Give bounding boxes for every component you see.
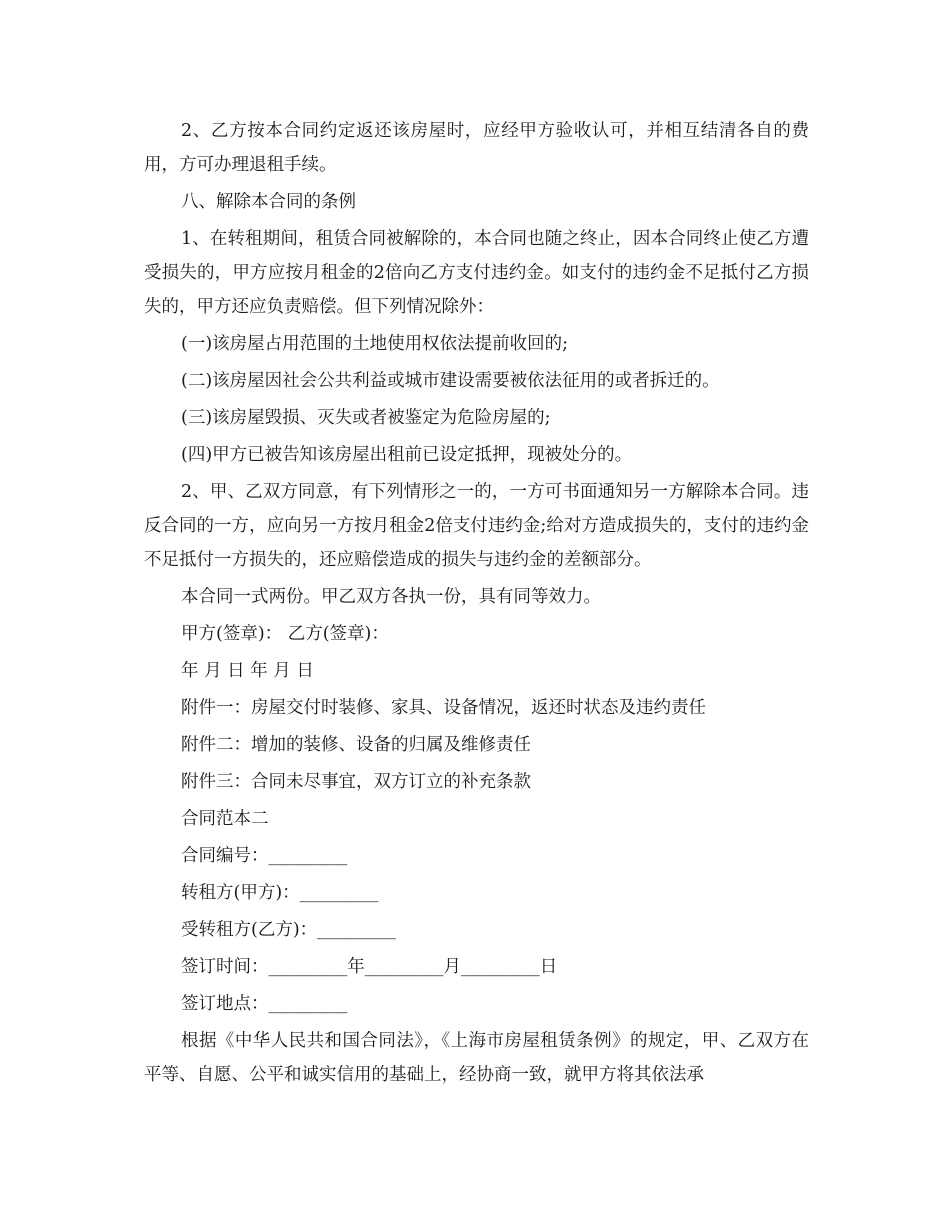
preamble-paragraph: 根据《中华人民共和国合同法》，《上海市房屋租赁条例》的规定，甲、乙双方在平等、自愿、公平和诚实信用的基础上，经协商一致，就甲方将其依法承 [144, 1031, 809, 1085]
sublessor-field: 转租方(甲方)：_________ [181, 883, 379, 903]
date-line: 年 月 日 年 月 日 [181, 661, 314, 681]
clause-return-house: 2、乙方按本合同约定返还该房屋时，应经甲方验收认可，并相互结清各自的费用，方可办理退租手续。 [144, 121, 809, 175]
copies-statement: 本合同一式两份。甲乙双方各执一份，具有同等效力。 [181, 587, 601, 607]
signing-date-field: 签订时间：_________年_________月_________日 [181, 957, 558, 977]
exception-item-3: (三)该房屋毁损、灭失或者被鉴定为危险房屋的; [181, 408, 551, 428]
template-two-title: 合同范本二 [181, 809, 269, 829]
section-heading-termination: 八、解除本合同的条例 [181, 192, 356, 212]
attachment-1: 附件一：房屋交付时装修、家具、设备情况，返还时状态及违约责任 [181, 698, 706, 718]
contract-number-field: 合同编号：_________ [181, 846, 348, 866]
signing-place-field: 签订地点：_________ [181, 994, 348, 1014]
signature-line: 甲方(签章)： 乙方(签章)： [181, 624, 389, 644]
clause-termination-2: 2、甲、乙双方同意，有下列情形之一的，一方可书面通知另一方解除本合同。违反合同的一方，应向另一方按月租金2倍支付违约金;给对方造成损失的，支付的违约金不足抵付一方损失的，还应赔偿造成的损失与违约金的差额部分。 [144, 482, 809, 570]
attachment-2: 附件二：增加的装修、设备的归属及维修责任 [181, 735, 531, 755]
sublessee-field: 受转租方(乙方)：_________ [181, 920, 396, 940]
clause-termination-1: 1、在转租期间，租赁合同被解除的，本合同也随之终止，因本合同终止使乙方遭受损失的，甲方应按月租金的2倍向乙方支付违约金。如支付的违约金不足抵付乙方损失的，甲方还应负责赔偿。但下列情况除外： [144, 229, 809, 317]
exception-item-2: (二)该房屋因社会公共利益或城市建设需要被依法征用的或者拆迁的。 [181, 371, 720, 391]
attachment-3: 附件三：合同未尽事宜，双方订立的补充条款 [181, 772, 531, 792]
exception-item-4: (四)甲方已被告知该房屋出租前已设定抵押，现被处分的。 [181, 445, 633, 465]
document-page [144, 114, 809, 1095]
exception-item-1: (一)该房屋占用范围的土地使用权依法提前收回的; [181, 334, 569, 354]
